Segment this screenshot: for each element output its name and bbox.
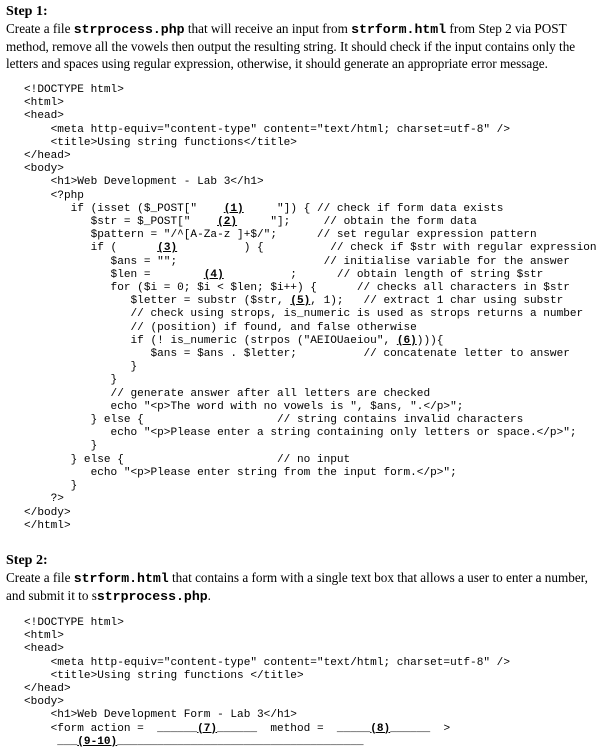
code-text: // check using strops, is_numeric is used as strops returns a number: [24, 308, 584, 321]
code-text: ___: [24, 735, 78, 748]
description-text: Create a file: [6, 569, 74, 585]
blank-placeholder: (1): [223, 202, 244, 215]
code-text: $pattern = "/^[A-Za-z ]+$/"; // set regular expression pattern: [24, 229, 537, 242]
blank-placeholder: (5): [290, 295, 311, 308]
filename-text: strprocess.php: [96, 588, 208, 604]
step2-code-listing: [6, 617, 607, 749]
filename-text: strprocess.php: [73, 22, 185, 37]
blank-placeholder: (7): [197, 722, 218, 735]
code-text: <!DOCTYPE html>: [24, 84, 124, 96]
code-text: // generate answer after all letters are checked: [24, 387, 431, 400]
code-text: </body>: [24, 506, 71, 519]
code-text: <h1>Web Development Form - Lab 3</h1>: [24, 709, 297, 722]
code-text: for ($i = 0; $i < $len; $i++) { // checks all characters in $str: [24, 282, 570, 295]
step1-code-listing: [6, 84, 607, 533]
code-text: // (position) if found, and false otherwise: [24, 321, 417, 334]
code-text: ))){: [416, 334, 444, 347]
step1-title: Step 1:: [6, 4, 48, 19]
step2-description: [6, 569, 604, 605]
code-text: <?php: [24, 189, 84, 202]
code-text: ?>: [24, 493, 64, 506]
code-text: <h1>Web Development - Lab 3</h1>: [24, 176, 264, 189]
code-text: if (! is_numeric (strpos ("AEIOUaeiou",: [24, 334, 397, 347]
blank-placeholder: (3): [157, 242, 178, 255]
code-text: if (: [24, 242, 158, 255]
code-text: ; // obtain length of string $str: [223, 268, 544, 281]
code-text: "]; // obtain the form data: [237, 216, 477, 229]
code-text: <body>: [24, 696, 64, 709]
code-text: }: [24, 361, 138, 374]
code-text: $ans = ""; // initialise variable for the answer: [24, 255, 570, 268]
filename-text: strform.html: [351, 22, 447, 37]
code-text: <title>Using string functions</title>: [24, 136, 297, 149]
code-text: <head>: [24, 110, 64, 123]
code-text: } else { // string contains invalid characters: [24, 414, 524, 427]
blank-placeholder: (2): [217, 216, 238, 229]
code-text: echo "<p>Please enter string from the input form.</p>";: [24, 466, 457, 479]
code-text: <html>: [24, 97, 64, 110]
code-text: $letter = substr ($str,: [24, 295, 291, 308]
description-text: that contains a form with a single text box that allows a user to enter a number, and submit it to s: [6, 569, 588, 603]
code-text: echo "<p>The word with no vowels is ", $ans, ".</p>";: [24, 400, 464, 413]
code-text: $str = $_POST[": [24, 216, 218, 229]
blank-placeholder: (6): [396, 334, 417, 347]
code-text: <meta http-equiv="content-type" content="text/html; charset=utf-8" />: [24, 656, 510, 669]
code-text: if (isset ($_POST[": [24, 202, 224, 215]
code-text: _____________________________________: [117, 735, 364, 748]
code-text: <title>Using string functions </title>: [24, 669, 304, 682]
code-text: }: [24, 440, 98, 453]
code-text: $len =: [24, 268, 204, 281]
code-text: <!DOCTYPE html>: [24, 616, 124, 629]
code-text: </head>: [24, 682, 71, 695]
description-text: from Step 2 via POST method, remove all the vowels then output the resulting string. It should check if the input contains only the letters and spaces using regular expression, otherwise, it should generate an appropriate error message.: [6, 21, 576, 71]
code-text: "]) { // check if form data exists: [243, 202, 504, 215]
step1-description: [6, 20, 604, 72]
step2-title: Step 2:: [6, 552, 48, 568]
code-text: , 1); // extract 1 char using substr: [310, 295, 564, 308]
code-text: ______ method = _____: [217, 722, 371, 735]
blank-placeholder: (4): [203, 268, 224, 281]
code-text: ______ >: [390, 722, 451, 735]
blank-placeholder: (9-10): [77, 735, 118, 748]
code-text: <head>: [24, 643, 64, 656]
description-text: that will receive an input from: [184, 21, 352, 36]
code-text: <meta http-equiv="content-type" content="text/html; charset=utf-8" />: [24, 123, 510, 136]
code-text: }: [24, 374, 118, 387]
code-text: </html>: [24, 519, 71, 532]
blank-placeholder: (8): [370, 722, 391, 735]
code-text: } else { // no input: [24, 453, 351, 466]
code-text: <form action = ______: [24, 722, 198, 735]
code-text: ) { // check if $str with regular expression: [177, 242, 597, 255]
code-text: <html>: [24, 630, 64, 643]
description-text: .: [207, 587, 211, 603]
code-text: </head>: [24, 150, 71, 163]
filename-text: strform.html: [73, 570, 169, 586]
description-text: Create a file: [6, 21, 74, 36]
code-text: echo "<p>Please enter a string containing only letters or space.</p>";: [24, 427, 577, 440]
code-text: <body>: [24, 163, 64, 176]
code-text: $ans = $ans . $letter; // concatenate letter to answer: [24, 348, 570, 361]
code-text: }: [24, 480, 78, 493]
